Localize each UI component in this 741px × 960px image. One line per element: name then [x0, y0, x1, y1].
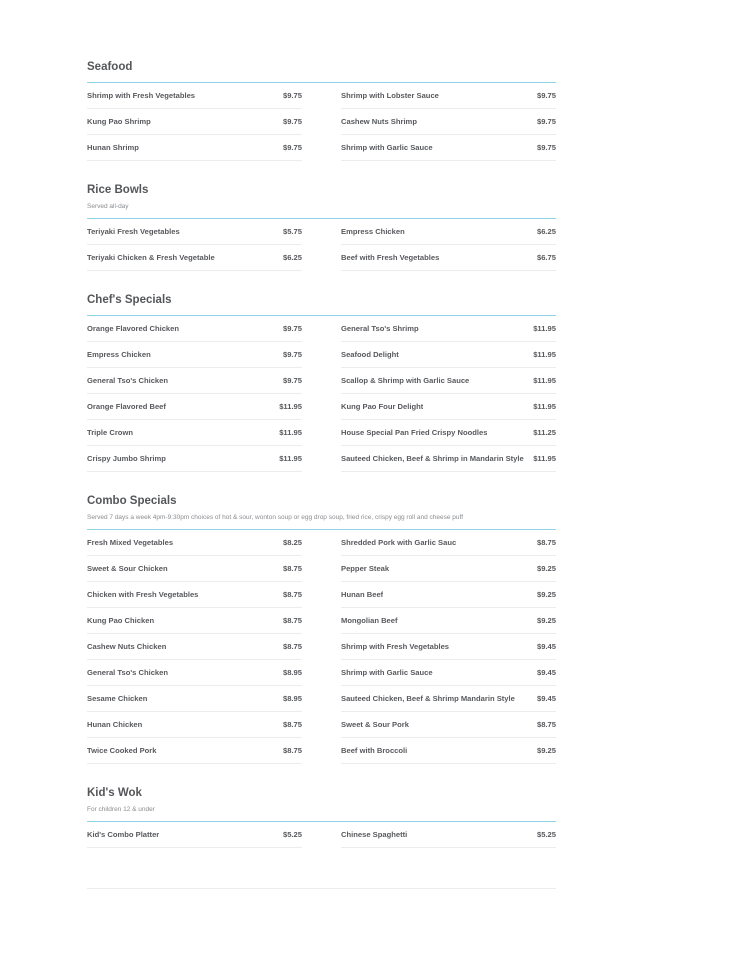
menu-item-list [87, 822, 556, 848]
menu-item-name: Shredded Pork with Garlic Sauc [341, 538, 457, 547]
menu-item-price: $9.25 [536, 590, 556, 599]
menu-item [87, 83, 302, 109]
menu-item-price: $8.75 [282, 746, 302, 755]
menu-item [87, 109, 302, 135]
menu-item-price: $8.75 [282, 616, 302, 625]
menu-item-name: Fresh Mixed Vegetables [87, 538, 174, 547]
menu-item [87, 245, 302, 271]
menu-item-name: Triple Crown [87, 428, 133, 437]
menu-item [341, 368, 556, 394]
menu-item-price: $8.95 [282, 668, 302, 677]
menu-item-price: $9.75 [282, 91, 302, 100]
menu-item [87, 660, 302, 686]
section-subtitle: Served all-day [87, 203, 129, 210]
menu-item-name: Orange Flavored Beef [87, 402, 166, 411]
menu-item-name: Sesame Chicken [87, 694, 148, 703]
menu-item-name: Mongolian Beef [341, 616, 398, 625]
menu-item-price: $9.75 [282, 143, 302, 152]
menu-item-price: $11.95 [533, 402, 556, 411]
menu-item [87, 394, 302, 420]
menu-item [87, 686, 302, 712]
menu-item-name: Shrimp with Garlic Sauce [341, 668, 433, 677]
menu-item-name: Hunan Chicken [87, 720, 143, 729]
menu-item-name: Scallop & Shrimp with Garlic Sauce [341, 376, 470, 385]
menu-item-price: $9.75 [536, 117, 556, 126]
menu-item [341, 219, 556, 245]
menu-item-name: General Tso's Chicken [87, 376, 169, 385]
menu-item [341, 394, 556, 420]
menu-item [87, 316, 302, 342]
menu-item [341, 660, 556, 686]
menu-item-name: Sweet & Sour Chicken [87, 564, 168, 573]
menu-item-price: $5.25 [282, 830, 302, 839]
section-title: Rice Bowls [87, 184, 149, 196]
menu-item-name: Kung Pao Four Delight [341, 402, 424, 411]
menu-item [341, 608, 556, 634]
menu-section [87, 291, 556, 472]
menu-item-name: Teriyaki Fresh Vegetables [87, 227, 180, 236]
menu-item-price: $9.25 [536, 616, 556, 625]
menu-item-name: Shrimp with Fresh Vegetables [341, 642, 450, 651]
menu-item-price: $6.75 [536, 253, 556, 262]
menu-item-price: $11.95 [279, 454, 302, 463]
menu-item-name: General Tso's Shrimp [341, 324, 419, 333]
menu-item [87, 342, 302, 368]
menu-item-price: $11.95 [279, 428, 302, 437]
menu-item [341, 582, 556, 608]
menu-item-name: Sauteed Chicken, Beef & Shrimp Mandarin Style [341, 694, 515, 703]
menu-item-price: $9.75 [282, 376, 302, 385]
section-title: Chef's Specials [87, 294, 172, 306]
menu-item-price: $8.75 [282, 720, 302, 729]
menu-item [341, 245, 556, 271]
menu-item-name: Cashew Nuts Chicken [87, 642, 167, 651]
menu-item [341, 420, 556, 446]
menu-item-price: $9.45 [536, 642, 556, 651]
menu-item-price: $11.25 [533, 428, 556, 437]
menu-item-price: $11.95 [533, 454, 556, 463]
menu-item-price: $8.75 [536, 720, 556, 729]
menu-item-name: Kung Pao Chicken [87, 616, 155, 625]
menu-item [341, 738, 556, 764]
menu-item [87, 582, 302, 608]
menu-section [87, 58, 556, 161]
footer-divider [87, 888, 556, 889]
menu-item-price: $11.95 [279, 402, 302, 411]
menu-item-name: Kung Pao Shrimp [87, 117, 151, 126]
menu-item-price: $8.75 [536, 538, 556, 547]
menu-item-price: $9.45 [536, 694, 556, 703]
section-title: Combo Specials [87, 495, 177, 507]
menu-item [341, 822, 556, 848]
menu-item-price: $8.75 [282, 564, 302, 573]
menu-item-price: $9.25 [536, 564, 556, 573]
menu-item-name: Cashew Nuts Shrimp [341, 117, 417, 126]
menu-item-price: $9.25 [536, 746, 556, 755]
menu-item-name: Chinese Spaghetti [341, 830, 408, 839]
menu-item [341, 83, 556, 109]
menu-item-list [87, 530, 556, 764]
menu-item-price: $9.75 [282, 324, 302, 333]
menu-item-list [87, 219, 556, 271]
menu-item [87, 822, 302, 848]
menu-item-name: Twice Cooked Pork [87, 746, 157, 755]
menu-item-name: Empress Chicken [341, 227, 405, 236]
menu-item [341, 446, 556, 472]
menu-item-price: $8.75 [282, 642, 302, 651]
menu-item [87, 219, 302, 245]
menu-item-name: Sweet & Sour Pork [341, 720, 409, 729]
menu-item [341, 686, 556, 712]
section-subtitle: For children 12 & under [87, 806, 155, 813]
menu-item-name: Crispy Jumbo Shrimp [87, 454, 166, 463]
menu-item-name: Empress Chicken [87, 350, 151, 359]
menu-item-name: Chicken with Fresh Vegetables [87, 590, 199, 599]
menu-item-name: Beef with Broccoli [341, 746, 408, 755]
menu-item-price: $8.95 [282, 694, 302, 703]
menu [87, 58, 556, 868]
menu-item [341, 316, 556, 342]
menu-item-price: $11.95 [533, 324, 556, 333]
menu-item-name: Shrimp with Lobster Sauce [341, 91, 439, 100]
menu-item-price: $9.75 [282, 117, 302, 126]
menu-item-price: $5.75 [282, 227, 302, 236]
section-title: Seafood [87, 61, 133, 73]
menu-item-name: Seafood Delight [341, 350, 399, 359]
menu-item-name: Shrimp with Garlic Sauce [341, 143, 433, 152]
menu-item [87, 634, 302, 660]
menu-item-name: Pepper Steak [341, 564, 390, 573]
menu-item-price: $11.95 [533, 350, 556, 359]
menu-item-price: $9.75 [536, 143, 556, 152]
menu-item-price: $5.25 [536, 830, 556, 839]
menu-item-name: Shrimp with Fresh Vegetables [87, 91, 196, 100]
menu-item [87, 712, 302, 738]
menu-item-price: $9.45 [536, 668, 556, 677]
menu-item-price: $8.75 [282, 590, 302, 599]
menu-item-name: General Tso's Chicken [87, 668, 169, 677]
menu-item-name: Hunan Beef [341, 590, 384, 599]
menu-item-name: Orange Flavored Chicken [87, 324, 179, 333]
menu-item [87, 738, 302, 764]
menu-item-price: $9.75 [282, 350, 302, 359]
menu-item-name: Kid's Combo Platter [87, 830, 160, 839]
menu-item [341, 712, 556, 738]
menu-item-name: Beef with Fresh Vegetables [341, 253, 440, 262]
menu-item [87, 530, 302, 556]
menu-item [87, 556, 302, 582]
menu-item-price: $6.25 [282, 253, 302, 262]
menu-section [87, 492, 556, 764]
menu-item [341, 634, 556, 660]
menu-item [87, 446, 302, 472]
menu-item-price: $11.95 [533, 376, 556, 385]
menu-item [87, 135, 302, 161]
menu-item [341, 556, 556, 582]
section-subtitle: Served 7 days a week 4pm-9:30pm choices of hot & sour, wonton soup or egg drop soup, fried rice, crispy egg roll and cheese puff [87, 514, 464, 521]
menu-item [87, 608, 302, 634]
menu-item-name: Teriyaki Chicken & Fresh Vegetable [87, 253, 215, 262]
menu-item [341, 109, 556, 135]
menu-item-name: Hunan Shrimp [87, 143, 139, 152]
menu-item-name: Sauteed Chicken, Beef & Shrimp in Mandarin Style [341, 454, 524, 463]
menu-section [87, 181, 556, 271]
menu-item [341, 135, 556, 161]
menu-item [341, 342, 556, 368]
menu-item-price: $8.25 [282, 538, 302, 547]
menu-item-list [87, 83, 556, 161]
menu-item [87, 368, 302, 394]
menu-item [341, 530, 556, 556]
menu-item [87, 420, 302, 446]
section-title: Kid's Wok [87, 787, 142, 799]
menu-item-list [87, 316, 556, 472]
menu-section [87, 784, 556, 848]
menu-item-price: $6.25 [536, 227, 556, 236]
menu-item-name: House Special Pan Fried Crispy Noodles [341, 428, 488, 437]
menu-item-price: $9.75 [536, 91, 556, 100]
